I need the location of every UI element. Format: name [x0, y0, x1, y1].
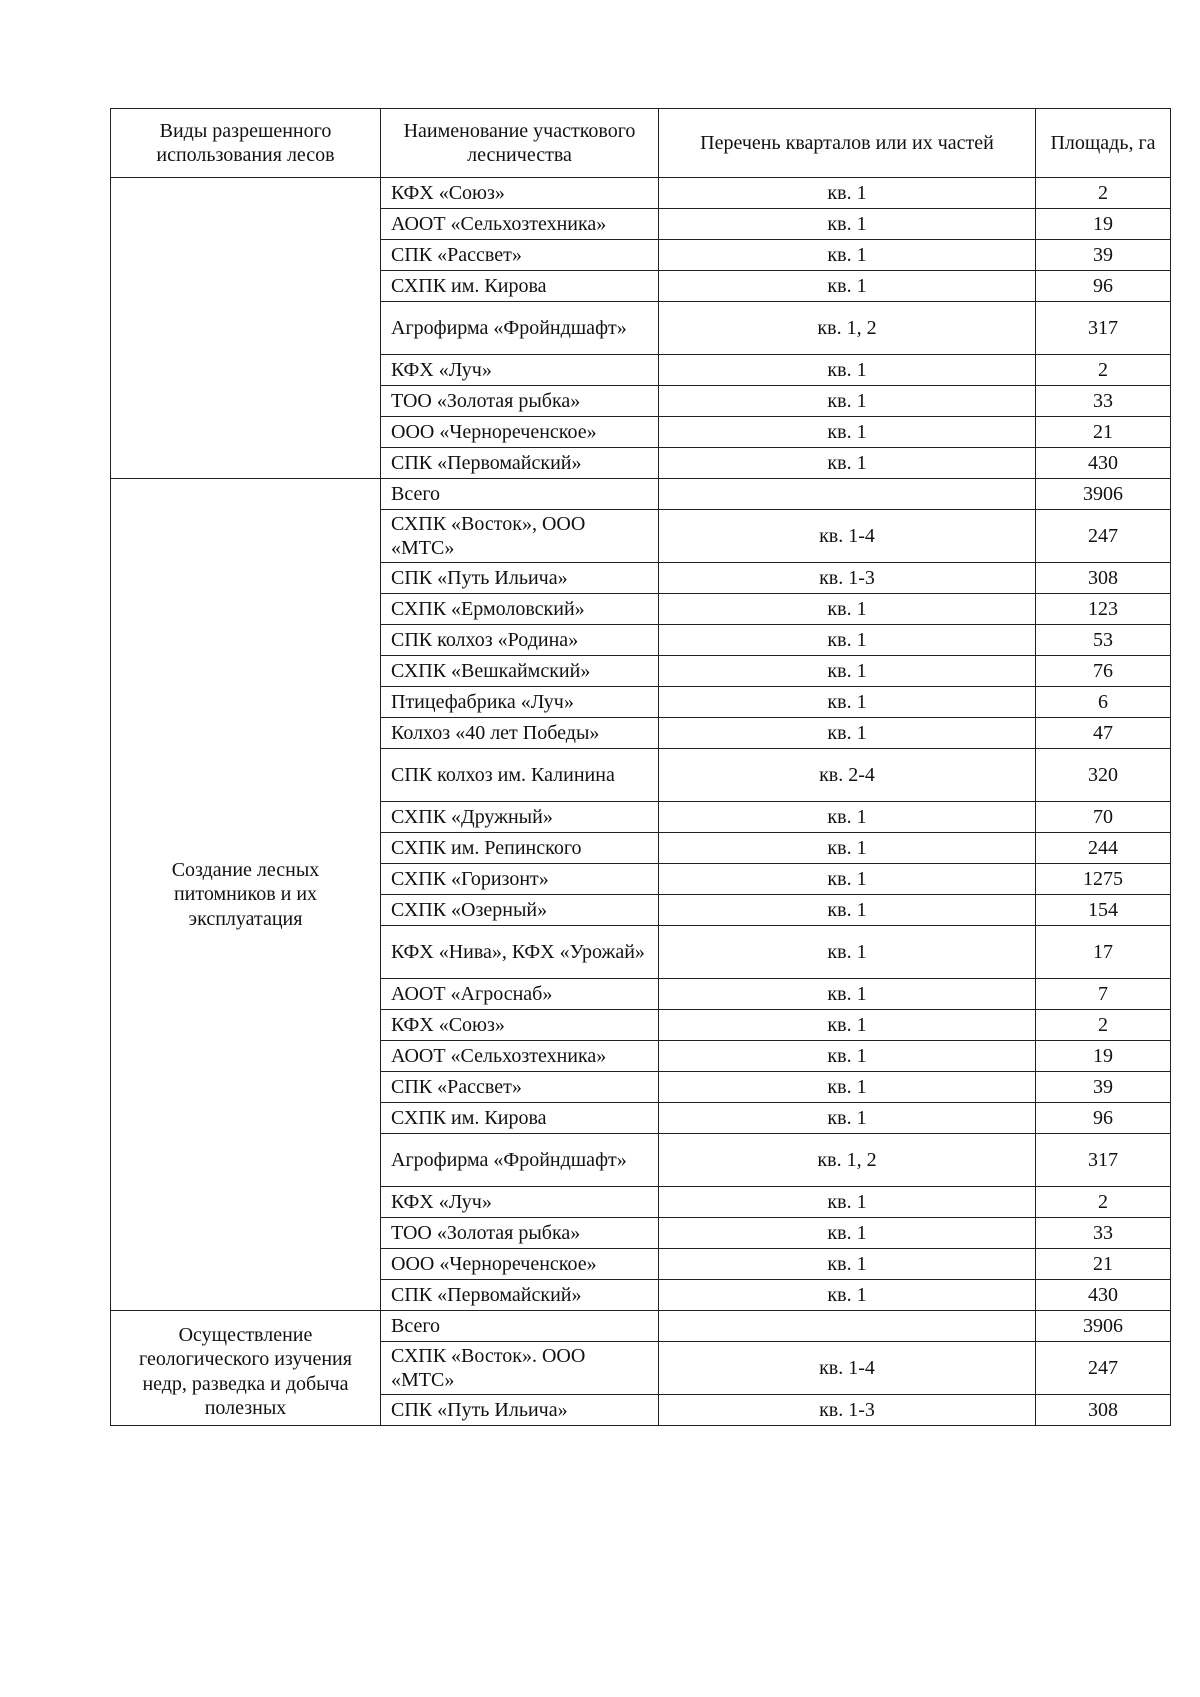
quarters-cell: кв. 2-4	[659, 749, 1036, 802]
area-cell: 2	[1036, 355, 1171, 386]
quarters-cell: кв. 1	[659, 926, 1036, 979]
forestry-name-cell: СХПК «Дружный»	[381, 802, 659, 833]
forestry-name-cell: АООТ «Сельхозтехника»	[381, 1041, 659, 1072]
quarters-cell: кв. 1	[659, 802, 1036, 833]
forestry-name-cell: СПК «Путь Ильича»	[381, 1395, 659, 1426]
area-cell: 19	[1036, 209, 1171, 240]
area-cell: 21	[1036, 417, 1171, 448]
quarters-cell: кв. 1, 2	[659, 1134, 1036, 1187]
area-cell: 53	[1036, 625, 1171, 656]
header-quarters: Перечень кварталов или их частей	[659, 109, 1036, 178]
area-cell: 33	[1036, 386, 1171, 417]
table-row	[111, 178, 1171, 209]
forestry-name-cell: СХПК им. Кирова	[381, 271, 659, 302]
quarters-cell: кв. 1	[659, 656, 1036, 687]
quarters-cell: кв. 1	[659, 1280, 1036, 1311]
forestry-name-cell: Агрофирма «Фройндшафт»	[381, 1134, 659, 1187]
quarters-cell: кв. 1	[659, 864, 1036, 895]
forestry-name-cell: СПК колхоз «Родина»	[381, 625, 659, 656]
table-body	[111, 178, 1171, 1426]
area-cell: 7	[1036, 979, 1171, 1010]
forestry-name-cell: КФХ «Луч»	[381, 1187, 659, 1218]
forestry-name-cell: СХПК «Ермоловский»	[381, 594, 659, 625]
quarters-cell: кв. 1	[659, 895, 1036, 926]
forestry-name-cell: СПК «Путь Ильича»	[381, 563, 659, 594]
area-cell: 308	[1036, 1395, 1171, 1426]
forestry-name-cell: СХПК «Озерный»	[381, 895, 659, 926]
area-cell: 430	[1036, 448, 1171, 479]
forestry-name-cell: ООО «Чернореченское»	[381, 417, 659, 448]
quarters-cell: кв. 1-4	[659, 1342, 1036, 1395]
forestry-name-cell: Всего	[381, 1311, 659, 1342]
quarters-cell: кв. 1, 2	[659, 302, 1036, 355]
forestry-name-cell: КФХ «Союз»	[381, 178, 659, 209]
table-row	[111, 479, 1171, 510]
quarters-cell: кв. 1	[659, 718, 1036, 749]
area-cell: 1275	[1036, 864, 1171, 895]
quarters-cell: кв. 1	[659, 625, 1036, 656]
quarters-cell: кв. 1	[659, 594, 1036, 625]
quarters-cell: кв. 1	[659, 1072, 1036, 1103]
forestry-name-cell: Птицефабрика «Луч»	[381, 687, 659, 718]
quarters-cell: кв. 1	[659, 1187, 1036, 1218]
use-type-cell	[111, 178, 381, 479]
quarters-cell: кв. 1	[659, 1010, 1036, 1041]
quarters-cell: кв. 1	[659, 1103, 1036, 1134]
quarters-cell: кв. 1-4	[659, 510, 1036, 563]
quarters-cell: кв. 1	[659, 355, 1036, 386]
header-area: Площадь, га	[1036, 109, 1171, 178]
forestry-name-cell: Всего	[381, 479, 659, 510]
forestry-name-cell: АООТ «Сельхозтехника»	[381, 209, 659, 240]
area-cell: 96	[1036, 271, 1171, 302]
quarters-cell: кв. 1	[659, 386, 1036, 417]
area-cell: 96	[1036, 1103, 1171, 1134]
forestry-name-cell: СХПК «Восток», ООО «МТС»	[381, 510, 659, 563]
quarters-cell: кв. 1	[659, 417, 1036, 448]
area-cell: 47	[1036, 718, 1171, 749]
forestry-name-cell: ТОО «Золотая рыбка»	[381, 386, 659, 417]
area-cell: 123	[1036, 594, 1171, 625]
area-cell: 247	[1036, 1342, 1171, 1395]
quarters-cell: кв. 1	[659, 209, 1036, 240]
area-cell: 2	[1036, 1010, 1171, 1041]
forestry-name-cell: ООО «Чернореченское»	[381, 1249, 659, 1280]
area-cell: 154	[1036, 895, 1171, 926]
quarters-cell: кв. 1-3	[659, 563, 1036, 594]
area-cell: 19	[1036, 1041, 1171, 1072]
forestry-name-cell: СХПК «Восток». ООО «МТС»	[381, 1342, 659, 1395]
area-cell: 2	[1036, 1187, 1171, 1218]
quarters-cell: кв. 1	[659, 178, 1036, 209]
forestry-name-cell: СХПК «Вешкаймский»	[381, 656, 659, 687]
forestry-name-cell: СПК «Первомайский»	[381, 1280, 659, 1311]
area-cell: 21	[1036, 1249, 1171, 1280]
header-forestry: Наименование участкового лесничества	[381, 109, 659, 178]
forestry-name-cell: Колхоз «40 лет Победы»	[381, 718, 659, 749]
quarters-cell: кв. 1	[659, 240, 1036, 271]
area-cell: 308	[1036, 563, 1171, 594]
quarters-cell	[659, 1311, 1036, 1342]
quarters-cell: кв. 1	[659, 1041, 1036, 1072]
area-cell: 317	[1036, 1134, 1171, 1187]
quarters-cell: кв. 1	[659, 979, 1036, 1010]
area-cell: 39	[1036, 240, 1171, 271]
forestry-name-cell: КФХ «Луч»	[381, 355, 659, 386]
forestry-name-cell: СПК «Рассвет»	[381, 240, 659, 271]
quarters-cell: кв. 1	[659, 1249, 1036, 1280]
area-cell: 3906	[1036, 479, 1171, 510]
quarters-cell: кв. 1	[659, 833, 1036, 864]
area-cell: 317	[1036, 302, 1171, 355]
area-cell: 3906	[1036, 1311, 1171, 1342]
quarters-cell: кв. 1	[659, 271, 1036, 302]
forestry-name-cell: СПК колхоз им. Калинина	[381, 749, 659, 802]
use-type-cell: Создание лесных питомников и их эксплуатация	[111, 479, 381, 1311]
quarters-cell: кв. 1	[659, 1218, 1036, 1249]
area-cell: 76	[1036, 656, 1171, 687]
area-cell: 320	[1036, 749, 1171, 802]
header-use-type: Виды разрешенного использования лесов	[111, 109, 381, 178]
quarters-cell	[659, 479, 1036, 510]
quarters-cell: кв. 1	[659, 448, 1036, 479]
forestry-name-cell: АООТ «Агроснаб»	[381, 979, 659, 1010]
forestry-name-cell: ТОО «Золотая рыбка»	[381, 1218, 659, 1249]
forestry-name-cell: СПК «Первомайский»	[381, 448, 659, 479]
area-cell: 244	[1036, 833, 1171, 864]
forestry-name-cell: СПК «Рассвет»	[381, 1072, 659, 1103]
area-cell: 17	[1036, 926, 1171, 979]
area-cell: 430	[1036, 1280, 1171, 1311]
area-cell: 33	[1036, 1218, 1171, 1249]
forest-use-table	[110, 108, 1171, 1426]
forestry-name-cell: КФХ «Союз»	[381, 1010, 659, 1041]
table-header-row	[111, 109, 1171, 178]
use-type-cell: Осуществление геологического изучения недр, разведка и добыча полезных	[111, 1311, 381, 1426]
area-cell: 39	[1036, 1072, 1171, 1103]
table-row	[111, 1311, 1171, 1342]
area-cell: 6	[1036, 687, 1171, 718]
forestry-name-cell: КФХ «Нива», КФХ «Урожай»	[381, 926, 659, 979]
quarters-cell: кв. 1-3	[659, 1395, 1036, 1426]
forestry-name-cell: СХПК «Горизонт»	[381, 864, 659, 895]
area-cell: 247	[1036, 510, 1171, 563]
forestry-name-cell: СХПК им. Кирова	[381, 1103, 659, 1134]
forestry-name-cell: Агрофирма «Фройндшафт»	[381, 302, 659, 355]
quarters-cell: кв. 1	[659, 687, 1036, 718]
area-cell: 2	[1036, 178, 1171, 209]
area-cell: 70	[1036, 802, 1171, 833]
forestry-name-cell: СХПК им. Репинского	[381, 833, 659, 864]
